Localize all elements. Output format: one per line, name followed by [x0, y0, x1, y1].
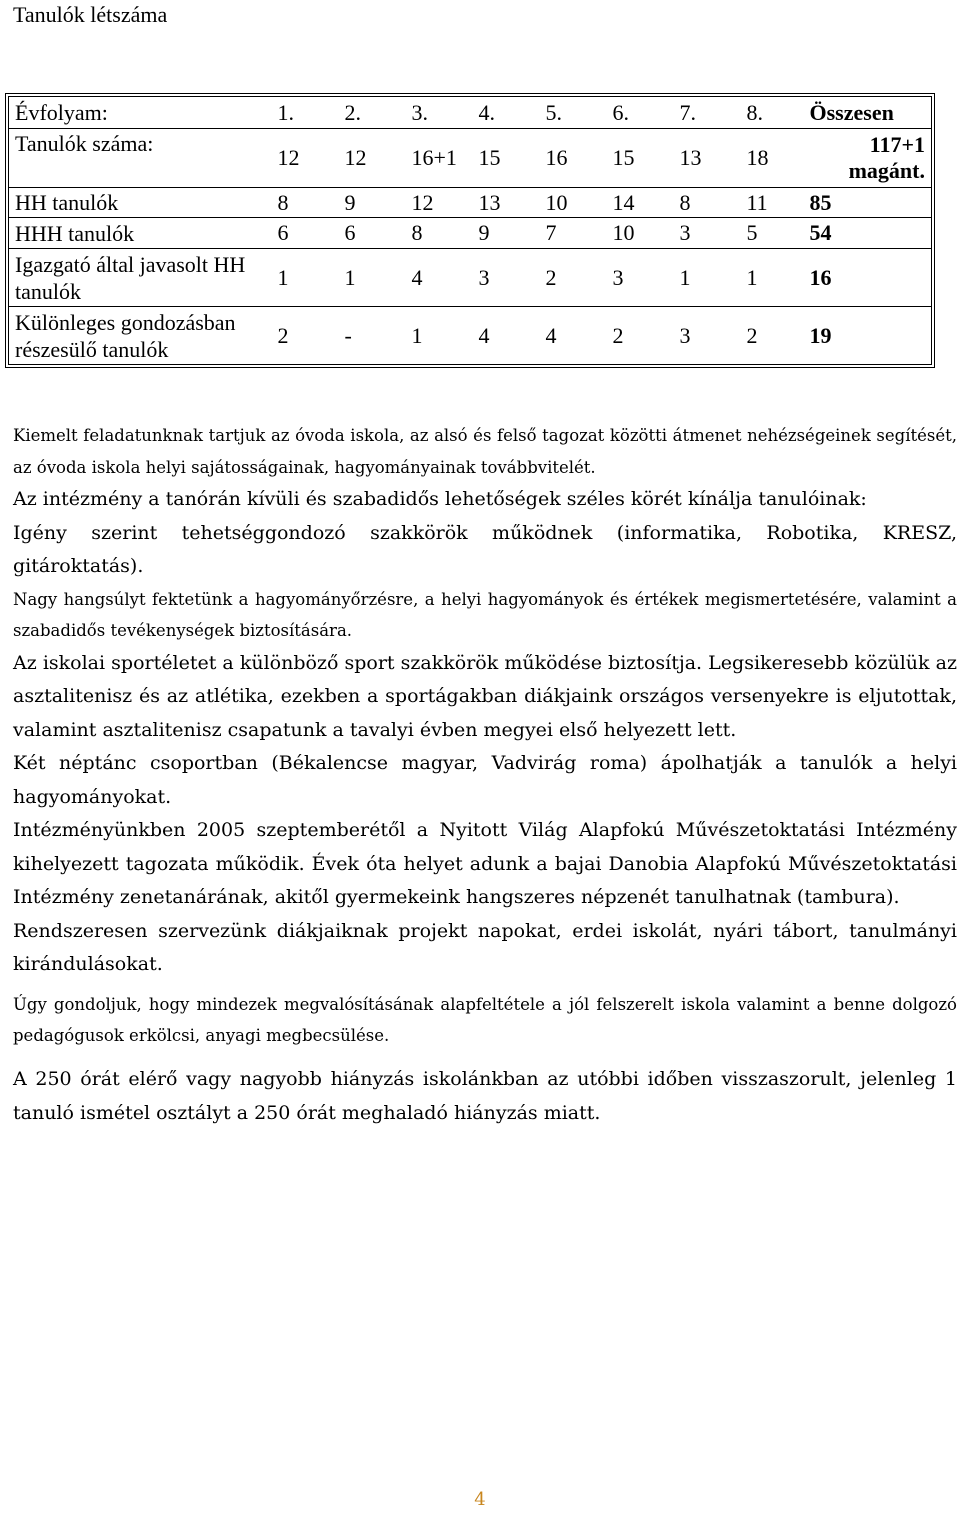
table-cell: 8	[408, 218, 475, 249]
table-cell: 7	[542, 218, 609, 249]
table-cell: 3	[475, 249, 542, 307]
row-label: Tanulók száma:	[9, 129, 274, 188]
table-cell: 6	[274, 218, 341, 249]
paragraph: Az intézmény a tanórán kívüli és szabadidős lehetőségek széles körét kínálja tanulóinak:	[13, 488, 867, 511]
table-cell: 9	[475, 218, 542, 249]
total-cell: 54	[806, 218, 932, 249]
table-cell: 1	[411, 322, 423, 348]
paragraph: Intézményünkben 2005 szeptemberétől a Nyitott Világ Alapfokú Művészetoktatási Intézmény kihelyezett tagozata működik. Évek óta helyet adunk a bajai Danobia Alapfokú Művészetoktatási Intézmény zenetanárának, akitől gyermekeink hangszeres népzenét tanulhatnak (tambura).	[13, 819, 957, 909]
table-cell: 1	[274, 249, 341, 307]
table-cell: 4	[408, 249, 475, 307]
table-cell: 7.	[676, 97, 743, 129]
table-cell: 15	[475, 129, 542, 188]
table-row	[9, 188, 932, 218]
table-cell: 3	[676, 218, 743, 249]
table-cell: 2	[612, 322, 624, 348]
paragraph: Úgy gondoljuk, hogy mindezek megvalósításának alapfeltétele a jól felszerelt iskola valamint a benne dolgozó pedagógusok erkölcsi, anyagi megbecsülése.	[13, 994, 957, 1046]
table-cell: 8.	[743, 97, 806, 129]
paragraph: Igény szerint tehetséggondozó szakkörök működnek (informatika, Robotika, KRESZ, gitároktatás).	[13, 521, 957, 578]
table-cell: 11	[743, 188, 806, 218]
table-cell: 2	[277, 322, 289, 348]
table-cell: 5	[743, 218, 806, 249]
table-cell: 4	[478, 322, 490, 348]
row-label: Évfolyam:	[9, 97, 274, 129]
table-cell: 14	[609, 188, 676, 218]
paragraph: Kiemelt feladatunknak tartjuk az óvoda iskola, az alsó és felső tagozat közötti átmenet nehézségeinek segítését, az óvoda iskola helyi sajátosságainak, hagyományainak továbbvitelét.	[13, 426, 957, 477]
page-number: 4	[474, 1489, 486, 1510]
paragraph: A 250 órát elérő vagy nagyobb hiányzás iskolánkban az utóbbi időben visszaszorult, jelenleg 1 tanuló ismétel osztályt a 250 órát meghaladó hiányzás miatt.	[13, 1068, 957, 1124]
paragraph: Két néptánc csoportban (Békalencse magyar, Vadvirág roma) ápolhatják a tanulók a helyi hagyományokat.	[13, 752, 957, 808]
table-cell: 5.	[542, 97, 609, 129]
total-cell: 19	[809, 322, 832, 348]
table-cell: 16	[542, 129, 609, 188]
table-cell: 3	[609, 249, 676, 307]
table-cell: 9	[341, 188, 408, 218]
table-row	[9, 218, 932, 249]
student-count-table-frame	[5, 93, 935, 368]
student-count-table	[8, 96, 932, 365]
row-label: HH tanulók	[9, 188, 274, 218]
table-cell: 4	[545, 322, 557, 348]
table-cell: 8	[676, 188, 743, 218]
table-cell: 1	[341, 249, 408, 307]
table-cell: 3	[679, 322, 691, 348]
table-cell: 1	[743, 249, 806, 307]
table-cell: 3.	[408, 97, 475, 129]
table-cell: 2	[542, 249, 609, 307]
table-cell: 18	[743, 129, 806, 188]
table-row	[9, 129, 932, 188]
table-cell: 12	[274, 129, 341, 188]
table-cell: 13	[475, 188, 542, 218]
total-cell: 16	[806, 249, 932, 307]
row-label: Igazgató által javasolt HH tanulók	[9, 249, 274, 307]
body-text	[13, 420, 957, 1130]
table-cell: 1.	[274, 97, 341, 129]
total-cell: 85	[806, 188, 932, 218]
table-cell: -	[344, 322, 352, 348]
total-cell: 117+1 magánt.	[806, 129, 932, 188]
table-cell: 10	[609, 218, 676, 249]
table-cell: 6.	[609, 97, 676, 129]
page-title: Tanulók létszáma	[13, 2, 168, 27]
table-cell: 10	[542, 188, 609, 218]
table-cell: 15	[609, 129, 676, 188]
table-row	[9, 307, 932, 365]
table-cell: 2.	[341, 97, 408, 129]
table-row	[9, 97, 932, 129]
table-cell: 13	[676, 129, 743, 188]
table-cell: 4.	[475, 97, 542, 129]
table-cell: 12	[341, 129, 408, 188]
table-cell: 12	[408, 188, 475, 218]
table-cell: 1	[676, 249, 743, 307]
table-cell: 2	[746, 322, 758, 348]
total-cell: Összesen	[806, 97, 932, 129]
paragraph: Nagy hangsúlyt fektetünk a hagyományőrzésre, a helyi hagyományok és értékek megismertetésére, valamint a szabadidős tevékenységek biztosítására.	[13, 589, 957, 641]
table-cell: 8	[274, 188, 341, 218]
paragraph: Az iskolai sportéletet a különböző sport szakkörök működése biztosítja. Legsikeresebb közülük az asztalitenisz és az atlétika, ezekben a sportágakban diákjaink országos versenyekre is eljutottak, valamint asztalitenisz csapatunk a tavalyi évben megyei első helyezett lett.	[13, 651, 957, 741]
row-label: Különleges gondozásban részesülő tanulók	[15, 309, 236, 362]
table-row	[9, 249, 932, 307]
row-label: HHH tanulók	[9, 218, 274, 249]
table-cell: 16+1	[408, 129, 475, 188]
paragraph: Rendszeresen szervezünk diákjaiknak projekt napokat, erdei iskolát, nyári tábort, tanulmányi kirándulásokat.	[13, 919, 957, 976]
table-cell: 6	[341, 218, 408, 249]
